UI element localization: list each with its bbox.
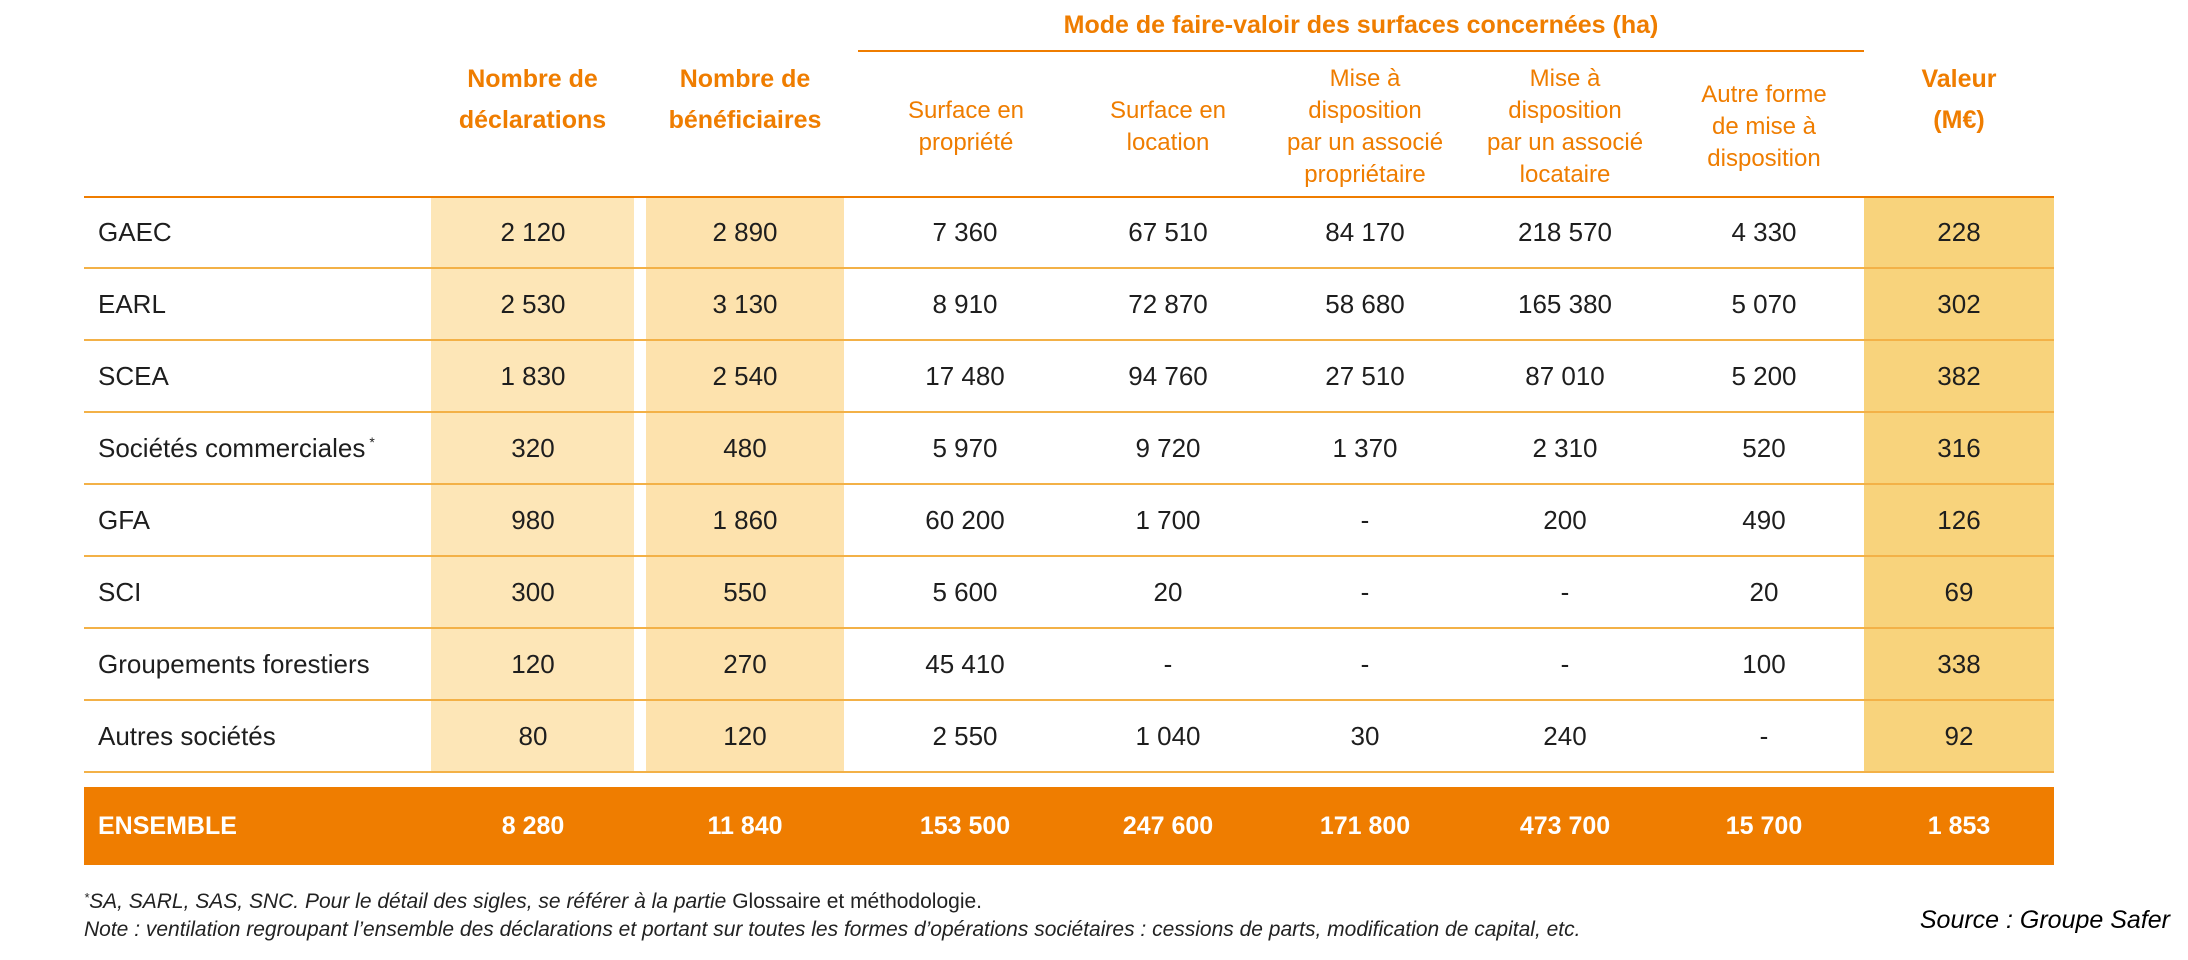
row-label xyxy=(98,197,438,267)
table-cell: 228 xyxy=(1937,217,1981,247)
total-cell: 473 700 xyxy=(1519,812,1611,840)
footnote-text: SA, SARL, SAS, SNC. Pour le détail des sigles, se référer à la partie xyxy=(89,890,733,913)
table-cell: 1 370 xyxy=(1332,433,1398,463)
row-label xyxy=(98,269,438,339)
footnote-star: * xyxy=(84,890,90,905)
row-label-text: Autres sociétés xyxy=(98,721,276,751)
table-cell: 240 xyxy=(1543,721,1587,751)
table-cell: 92 xyxy=(1944,721,1974,751)
footnote-glossary-ref: Glossaire et méthodologie. xyxy=(732,890,982,913)
table-cell: 490 xyxy=(1742,505,1786,535)
table-cell: - xyxy=(1360,505,1370,535)
table-cell: 126 xyxy=(1937,505,1981,535)
row-label xyxy=(98,341,438,411)
table-cell: 200 xyxy=(1543,505,1587,535)
row-label-text: EARL xyxy=(98,289,166,319)
col-header-declarations: Nombre de déclarations xyxy=(458,65,607,134)
table-cell: 17 480 xyxy=(925,361,1005,391)
table-cell: - xyxy=(1560,649,1570,679)
total-cell: 247 600 xyxy=(1122,812,1214,840)
table-cell: 100 xyxy=(1742,649,1786,679)
row-label-text: Sociétés commerciales xyxy=(98,433,366,463)
table-cell: 2 530 xyxy=(500,289,566,319)
row-label xyxy=(98,629,438,699)
col-header-surface-location: Surface en location xyxy=(1109,97,1227,156)
total-row xyxy=(84,787,2054,865)
row-label xyxy=(98,557,438,627)
table-cell: 69 xyxy=(1944,577,1974,607)
col-header-beneficiaires: Nombre de bénéficiaires xyxy=(668,65,822,134)
table-cell: 2 540 xyxy=(712,361,778,391)
col-header-mise-dispo-locataire: Mise à disposition par un associé locataire xyxy=(1486,65,1644,188)
table-cell: 9 720 xyxy=(1135,433,1201,463)
table-cell: 1 040 xyxy=(1135,721,1201,751)
table-cell: 316 xyxy=(1937,433,1981,463)
table-cell: 338 xyxy=(1937,649,1981,679)
table-cell: 5 200 xyxy=(1731,361,1797,391)
table-cell: 1 830 xyxy=(500,361,566,391)
table-cell: - xyxy=(1360,577,1370,607)
total-cell: 15 700 xyxy=(1725,812,1803,840)
table-cell: 30 xyxy=(1350,721,1380,751)
table-cell: 84 170 xyxy=(1325,217,1405,247)
col-header-surface-propriete: Surface en propriété xyxy=(907,97,1025,156)
table-cell: 2 120 xyxy=(500,217,566,247)
table-cell: 87 010 xyxy=(1525,361,1605,391)
table-cell: 20 xyxy=(1153,577,1183,607)
table-cell: 60 200 xyxy=(925,505,1005,535)
table-cell: - xyxy=(1759,721,1769,751)
table-cell: 2 890 xyxy=(712,217,778,247)
table-cell: 5 970 xyxy=(932,433,998,463)
table-cell: 382 xyxy=(1937,361,1981,391)
table-cell: 980 xyxy=(511,505,555,535)
table-cell: 1 700 xyxy=(1135,505,1201,535)
total-cell: 8 280 xyxy=(501,812,565,840)
table-cell: 27 510 xyxy=(1325,361,1405,391)
row-label xyxy=(98,701,438,771)
table-cell: 302 xyxy=(1937,289,1981,319)
row-label xyxy=(98,413,438,483)
table-cell: 480 xyxy=(723,433,767,463)
table-cell: - xyxy=(1163,649,1173,679)
total-cell: 11 840 xyxy=(707,812,783,840)
table-cell: 94 760 xyxy=(1128,361,1208,391)
table-row xyxy=(84,629,2054,701)
col-header-valeur: Valeur (M€) xyxy=(1921,65,1997,134)
table-row xyxy=(84,341,2054,413)
table-cell: 320 xyxy=(511,433,555,463)
table-row xyxy=(84,197,2054,269)
table-cell: 1 860 xyxy=(712,505,778,535)
footnote-abbreviations xyxy=(84,890,982,914)
row-separator xyxy=(84,771,2054,773)
table-row xyxy=(84,701,2054,773)
table-cell: 270 xyxy=(723,649,767,679)
table-cell: 2 310 xyxy=(1532,433,1598,463)
row-label-text: SCEA xyxy=(98,361,169,391)
table-cell: 165 380 xyxy=(1518,289,1612,319)
table-cell: 300 xyxy=(511,577,555,607)
row-label-text: SCI xyxy=(98,577,142,607)
source-caption: Source : Groupe Safer xyxy=(1919,906,2170,934)
table-row xyxy=(84,413,2054,485)
table-cell: 550 xyxy=(723,577,767,607)
table-cell: 20 xyxy=(1749,577,1779,607)
total-label: ENSEMBLE xyxy=(98,812,237,840)
total-cell: 153 500 xyxy=(919,812,1011,840)
group-header: Mode de faire-valoir des surfaces concernées (ha) xyxy=(1063,11,1659,39)
col-header-mise-dispo-proprietaire: Mise à disposition par un associé propriétaire xyxy=(1286,65,1444,188)
row-label-text: GFA xyxy=(98,505,151,535)
table-row xyxy=(84,557,2054,629)
table-cell: 120 xyxy=(723,721,767,751)
table-cell: 3 130 xyxy=(712,289,778,319)
table-row xyxy=(84,269,2054,341)
table-cell: 72 870 xyxy=(1128,289,1208,319)
total-cell: 1 853 xyxy=(1927,812,1991,840)
total-cell: 171 800 xyxy=(1319,812,1411,840)
group-header-underline xyxy=(858,50,1864,52)
table-cell: - xyxy=(1360,649,1370,679)
row-label-text: Groupements forestiers xyxy=(98,649,370,679)
table-cell: 45 410 xyxy=(925,649,1005,679)
row-label xyxy=(98,485,438,555)
table-cell: 58 680 xyxy=(1325,289,1405,319)
footnote-marker: * xyxy=(369,434,375,450)
table-cell: 80 xyxy=(518,721,548,751)
footnote-note: Note : ventilation regroupant l’ensemble des déclarations et portant sur toutes les formes d’opérations sociétaires : cessions de parts, modification de capital, etc. xyxy=(84,918,1581,941)
table-cell: 5 070 xyxy=(1731,289,1797,319)
table-row xyxy=(84,485,2054,557)
table-cell: 2 550 xyxy=(932,721,998,751)
table-cell: 520 xyxy=(1742,433,1786,463)
row-label-text: GAEC xyxy=(98,217,172,247)
table-cell: 120 xyxy=(511,649,555,679)
table-cell: - xyxy=(1560,577,1570,607)
table-cell: 4 330 xyxy=(1731,217,1797,247)
table-cell: 67 510 xyxy=(1128,217,1208,247)
table-cell: 218 570 xyxy=(1518,217,1612,247)
table-cell: 7 360 xyxy=(932,217,998,247)
table-cell: 5 600 xyxy=(932,577,998,607)
table-cell: 8 910 xyxy=(932,289,998,319)
col-header-autre-forme: Autre forme de mise à disposition xyxy=(1701,81,1827,172)
